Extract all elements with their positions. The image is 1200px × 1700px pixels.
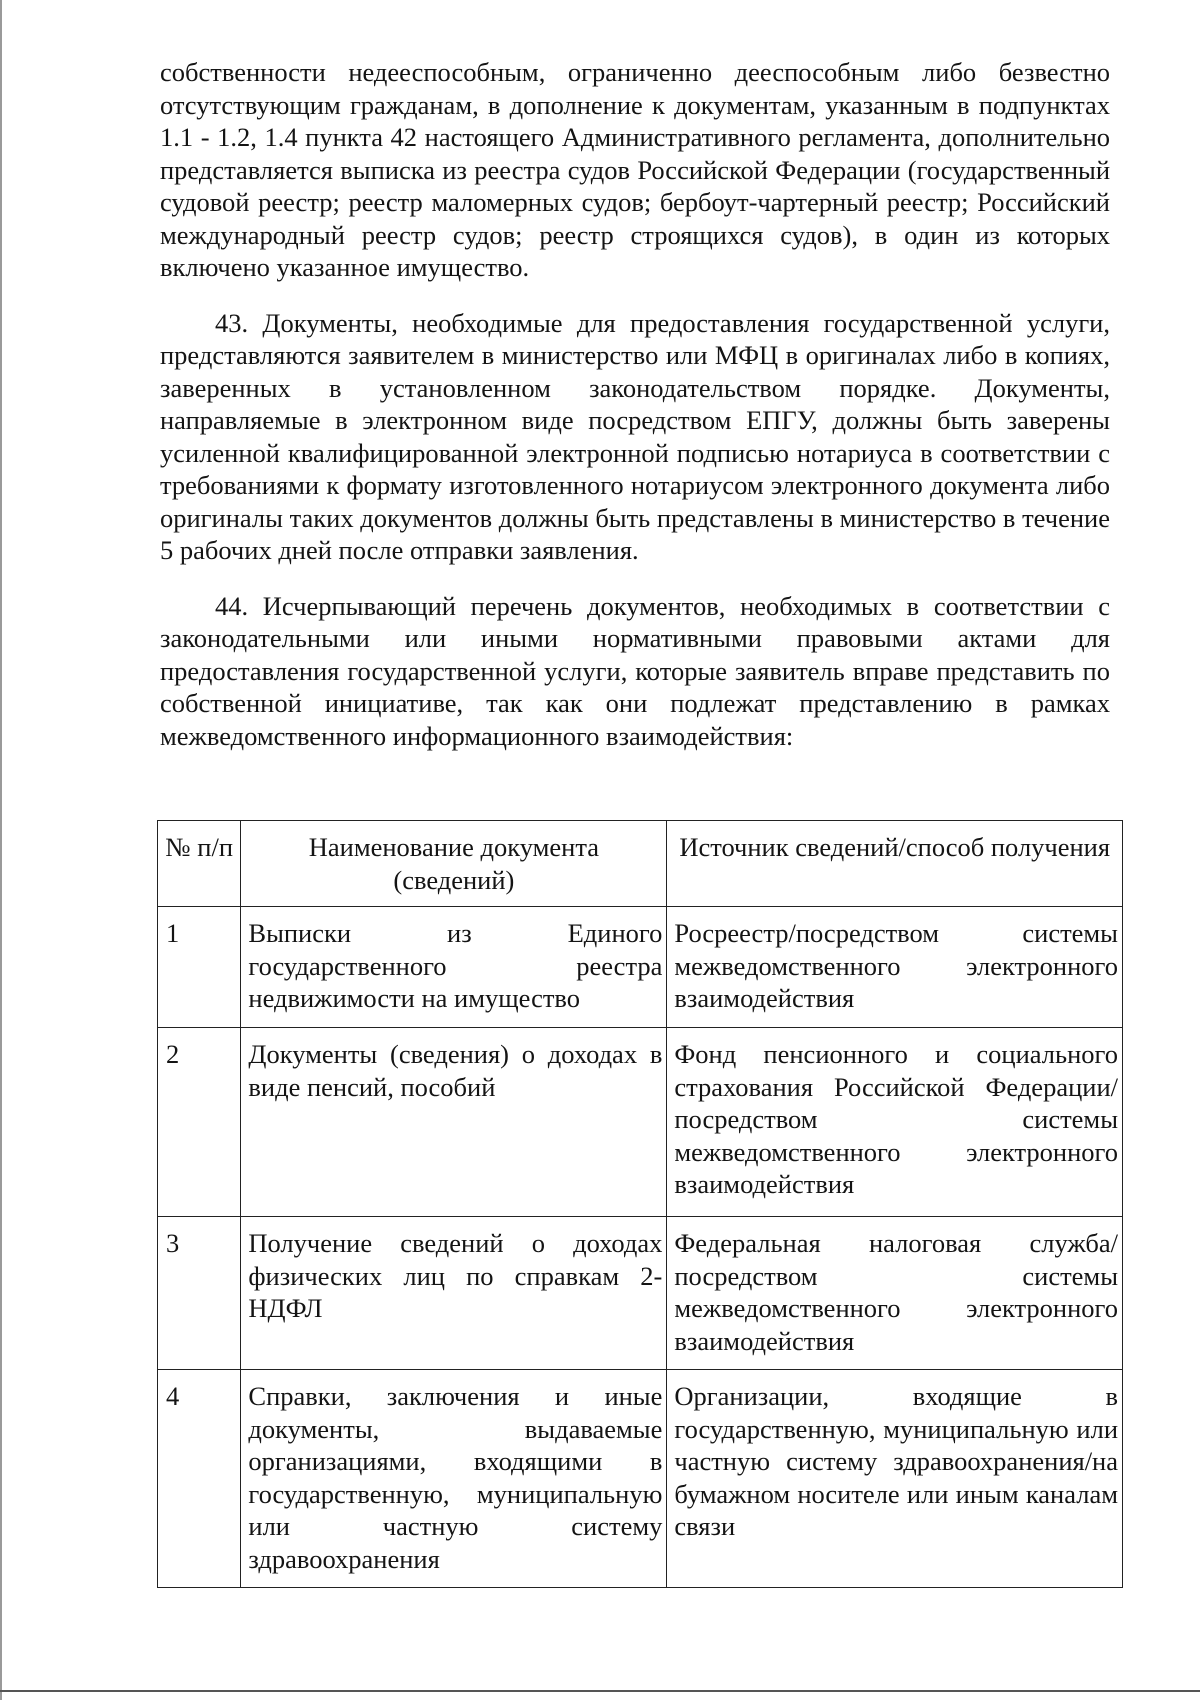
header-num: № п/п	[158, 821, 241, 907]
row-source: Фонд пенсионного и социального страхования Российской Федерации/посредством системы межведомственного электронного взаимодействия	[667, 1028, 1123, 1217]
row-document-name: Получение сведений о доходах физических лиц по справкам 2-НДФЛ	[241, 1217, 667, 1370]
row-document-name: Документы (сведения) о доходах в виде пенсий, пособий	[241, 1028, 667, 1217]
row-num: 4	[158, 1370, 241, 1588]
row-source: Федеральная налоговая служба/посредством системы межведомственного электронного взаимодействия	[667, 1217, 1123, 1370]
table-row	[158, 1028, 1123, 1217]
row-document-name: Справки, заключения и иные документы, выдаваемые организациями, входящими в государственную, муниципальную или частную систему здравоохранения	[241, 1370, 667, 1588]
row-document-name: Выписки из Единого государственного реестра недвижимости на имущество	[241, 907, 667, 1028]
table-row	[158, 1217, 1123, 1370]
document-page	[160, 56, 1110, 775]
paragraph-44: 44. Исчерпывающий перечень документов, необходимых в соответствии с законодательными или иными нормативными правовыми актами для предоставления государственной услуги, которые заявитель вправе представить по собственной инициативе, так как они подлежат представлению в рамках межведомственного информационного взаимодействия:	[160, 590, 1110, 751]
row-source: Росреестр/посредством системы межведомственного электронного взаимодействия	[667, 907, 1123, 1028]
scan-bottom-edge	[0, 1690, 1200, 1692]
paragraph-42-continuation: собственности недееспособным, ограниченно дееспособным либо безвестно отсутствующим гражданам, в дополнение к документам, указанным в подпунктах 1.1 - 1.2, 1.4 пункта 42 настоящего Административного регламента, дополнительно представляется выписка из реестра судов Российской Федерации (государственный судовой реестр; реестр маломерных судов; бербоут-чартерный реестр; Российский международный реестр судов; реестр строящихся судов), в один из которых включено указанное имущество.	[160, 57, 1110, 282]
row-num: 1	[158, 907, 241, 1028]
row-num: 2	[158, 1028, 241, 1217]
header-document-name: Наименование документа (сведений)	[241, 821, 667, 907]
documents-table	[157, 820, 1123, 1588]
row-num: 3	[158, 1217, 241, 1370]
header-source: Источник сведений/способ получения	[667, 821, 1123, 907]
row-source: Организации, входящие в государственную, муниципальную или частную систему здравоохранения/на бумажном носителе или иным каналам связи	[667, 1370, 1123, 1588]
scan-left-edge	[0, 0, 2, 1700]
table-row	[158, 1370, 1123, 1588]
table-row	[158, 907, 1123, 1028]
paragraph-43: 43. Документы, необходимые для предоставления государственной услуги, представляются заявителем в министерство или МФЦ в оригиналах либо в копиях, заверенных в установленном законодательством порядке. Документы, направляемые в электронном виде посредством ЕПГУ, должны быть заверены усиленной квалифицированной электронной подписью нотариуса в соответствии с требованиями к формату изготовленного нотариусом электронного документа либо оригиналы таких документов должны быть представлены в министерство в течение 5 рабочих дней после отправки заявления.	[160, 307, 1110, 565]
table-header-row	[158, 821, 1123, 907]
